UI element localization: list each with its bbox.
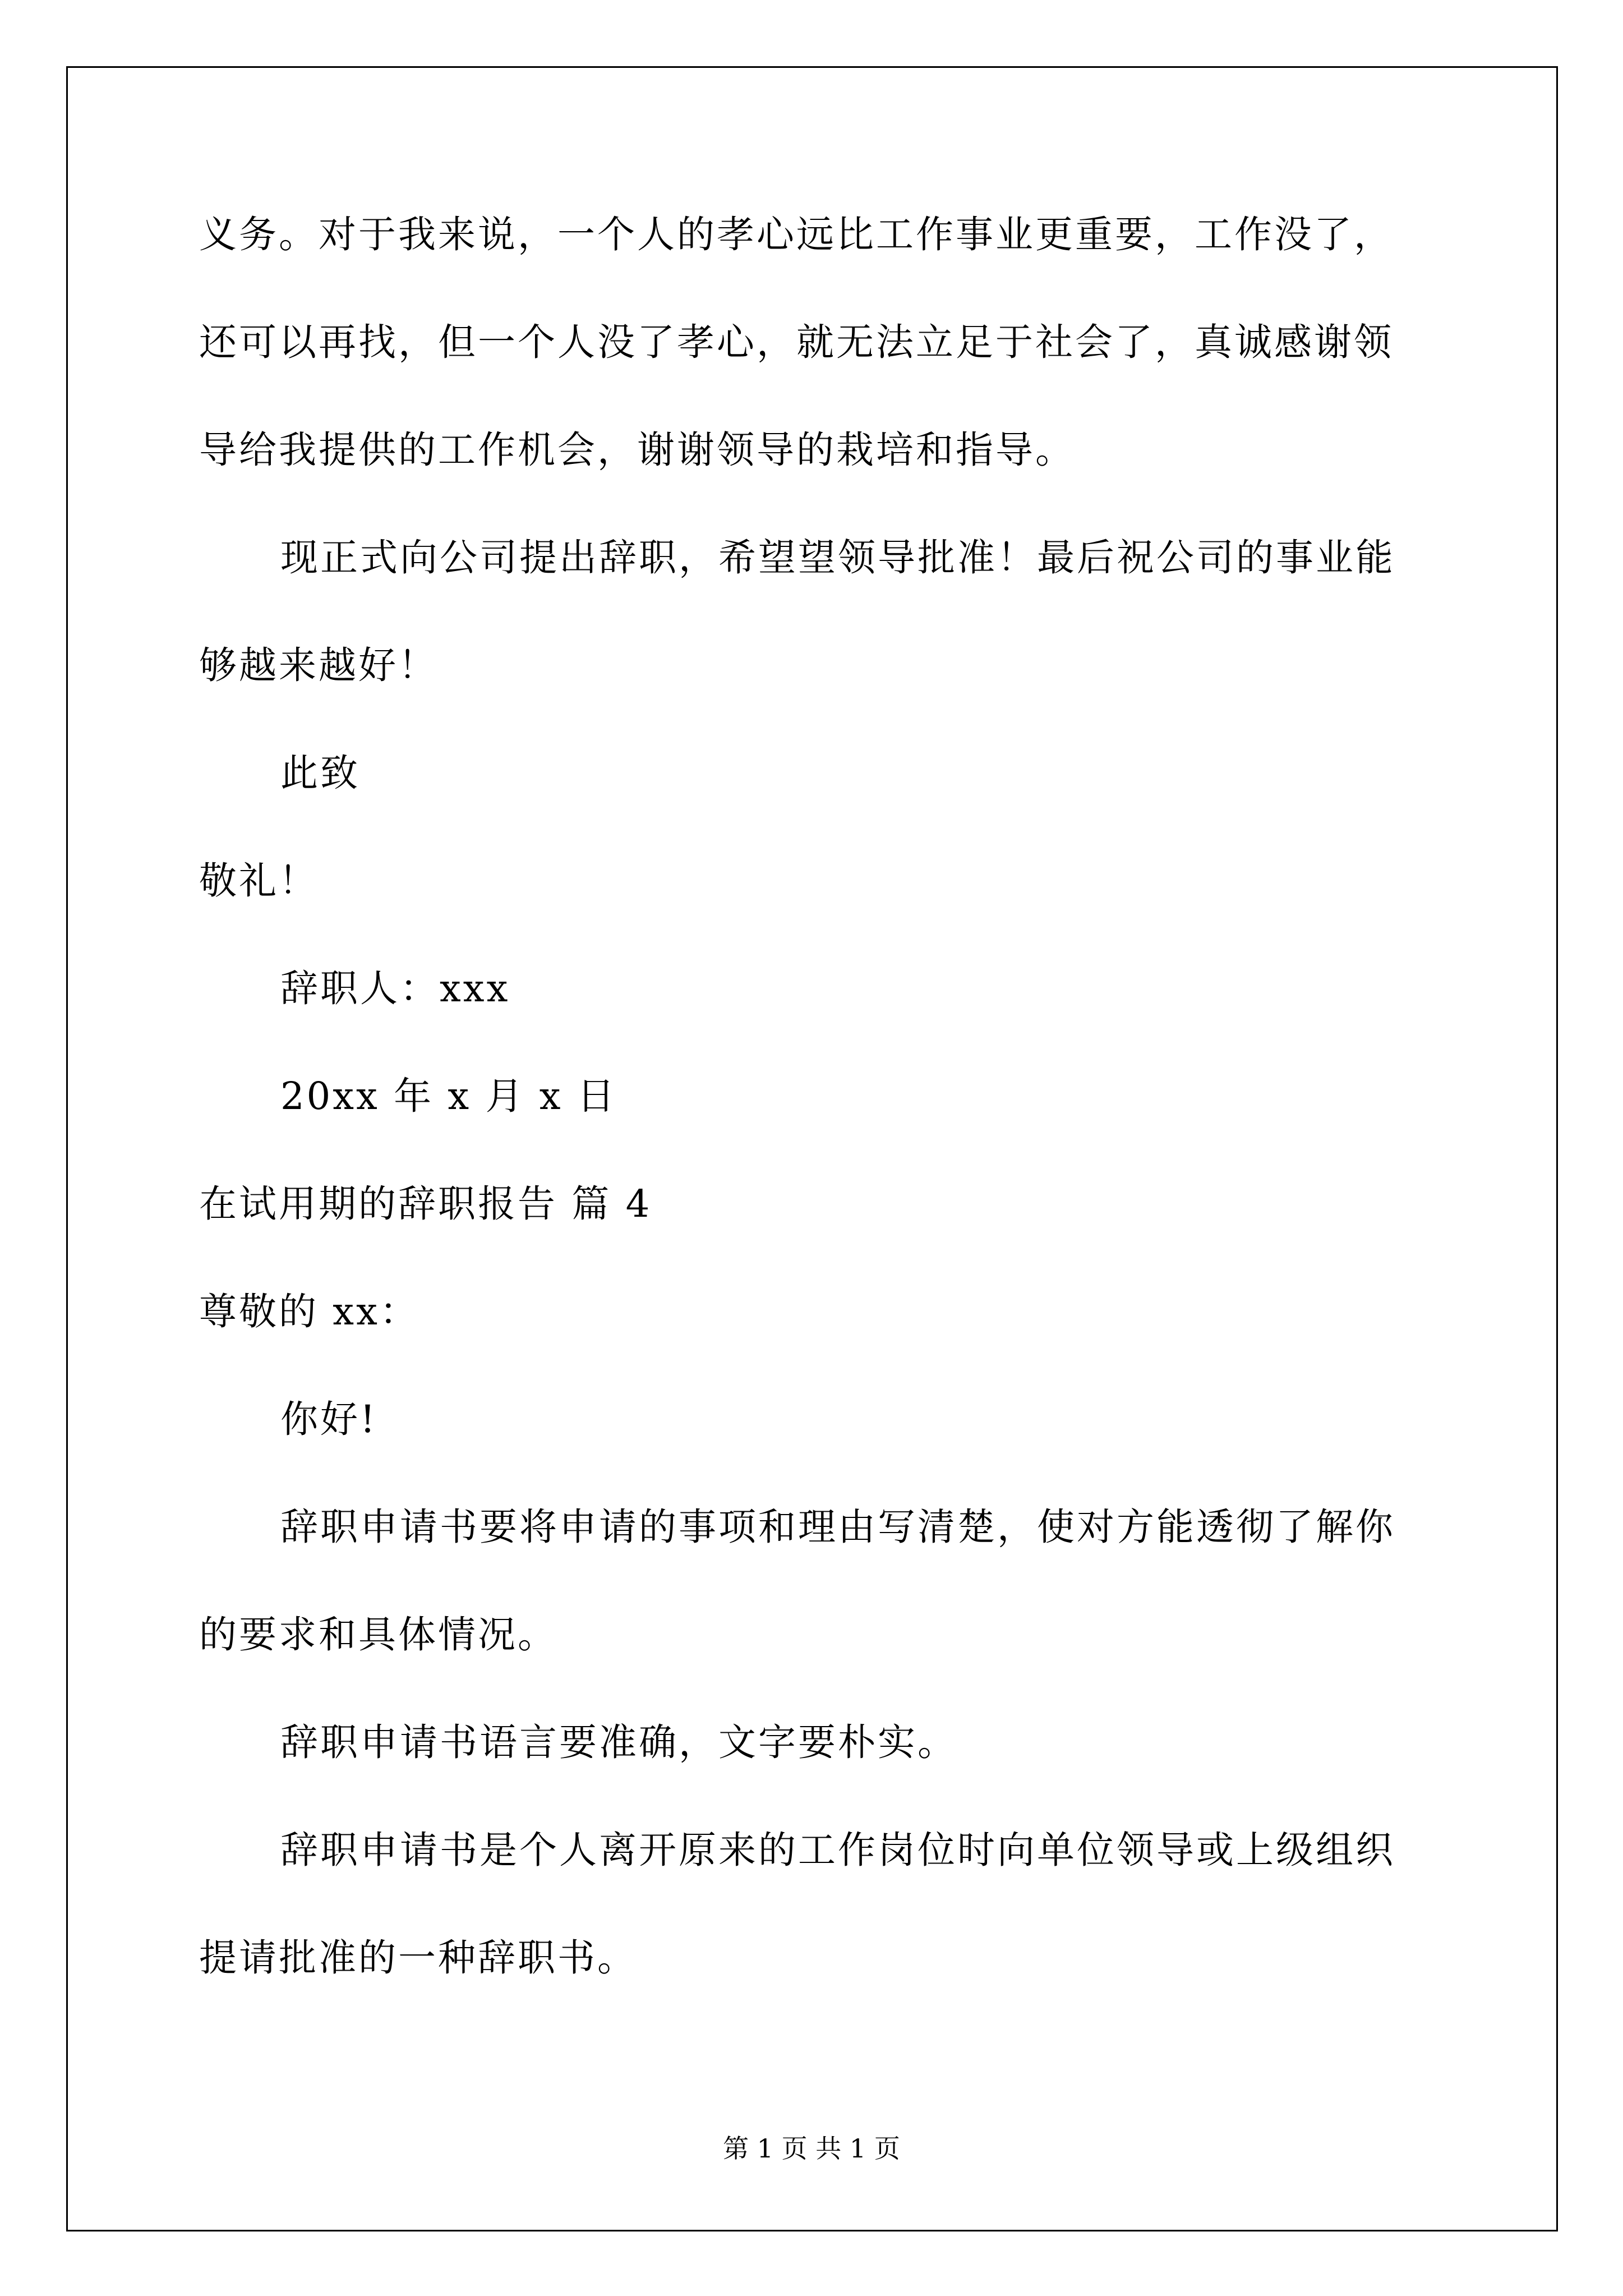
paragraph-line: 的要求和具体情况。 — [199, 1613, 557, 1657]
date-line: 20xx 年 x 月 x 日 — [280, 1074, 617, 1118]
hello-line: 你好! — [280, 1397, 377, 1441]
paragraph-line: 够越来越好！ — [199, 643, 438, 687]
paragraph-line: 辞职申请书语言要准确，文字要朴实。 — [280, 1720, 957, 1764]
paragraph-line: 辞职申请书要将申请的事项和理由写清楚，使对方能透彻了解你 — [280, 1505, 1395, 1549]
paragraph-line: 提请批准的一种辞职书。 — [199, 1936, 637, 1980]
paragraph-line: 现正式向公司提出辞职，希望望领导批准！最后祝公司的事业能 — [280, 536, 1395, 579]
paragraph-line: 还可以再找，但一个人没了孝心，就无法立足于社会了，真诚感谢领 — [199, 320, 1394, 364]
paragraph-line: 导给我提供的工作机会，谢谢领导的栽培和指导。 — [199, 428, 1075, 472]
signature-line: 辞职人：xxx — [280, 967, 510, 1010]
section-heading: 在试用期的辞职报告 篇 4 — [199, 1182, 652, 1226]
paragraph-line: 辞职申请书是个人离开原来的工作岗位时向单位领导或上级组织 — [280, 1828, 1395, 1872]
page-footer: 第 1 页 共 1 页 — [723, 2133, 900, 2164]
closing-salutation: 此致 — [280, 751, 360, 795]
greeting-line: 尊敬的 xx： — [199, 1290, 419, 1333]
paragraph-line: 义务。对于我来说，一个人的孝心远比工作事业更重要，工作没了， — [199, 213, 1394, 256]
closing-respect: 敬礼！ — [199, 859, 319, 903]
page-border — [66, 66, 1558, 2231]
